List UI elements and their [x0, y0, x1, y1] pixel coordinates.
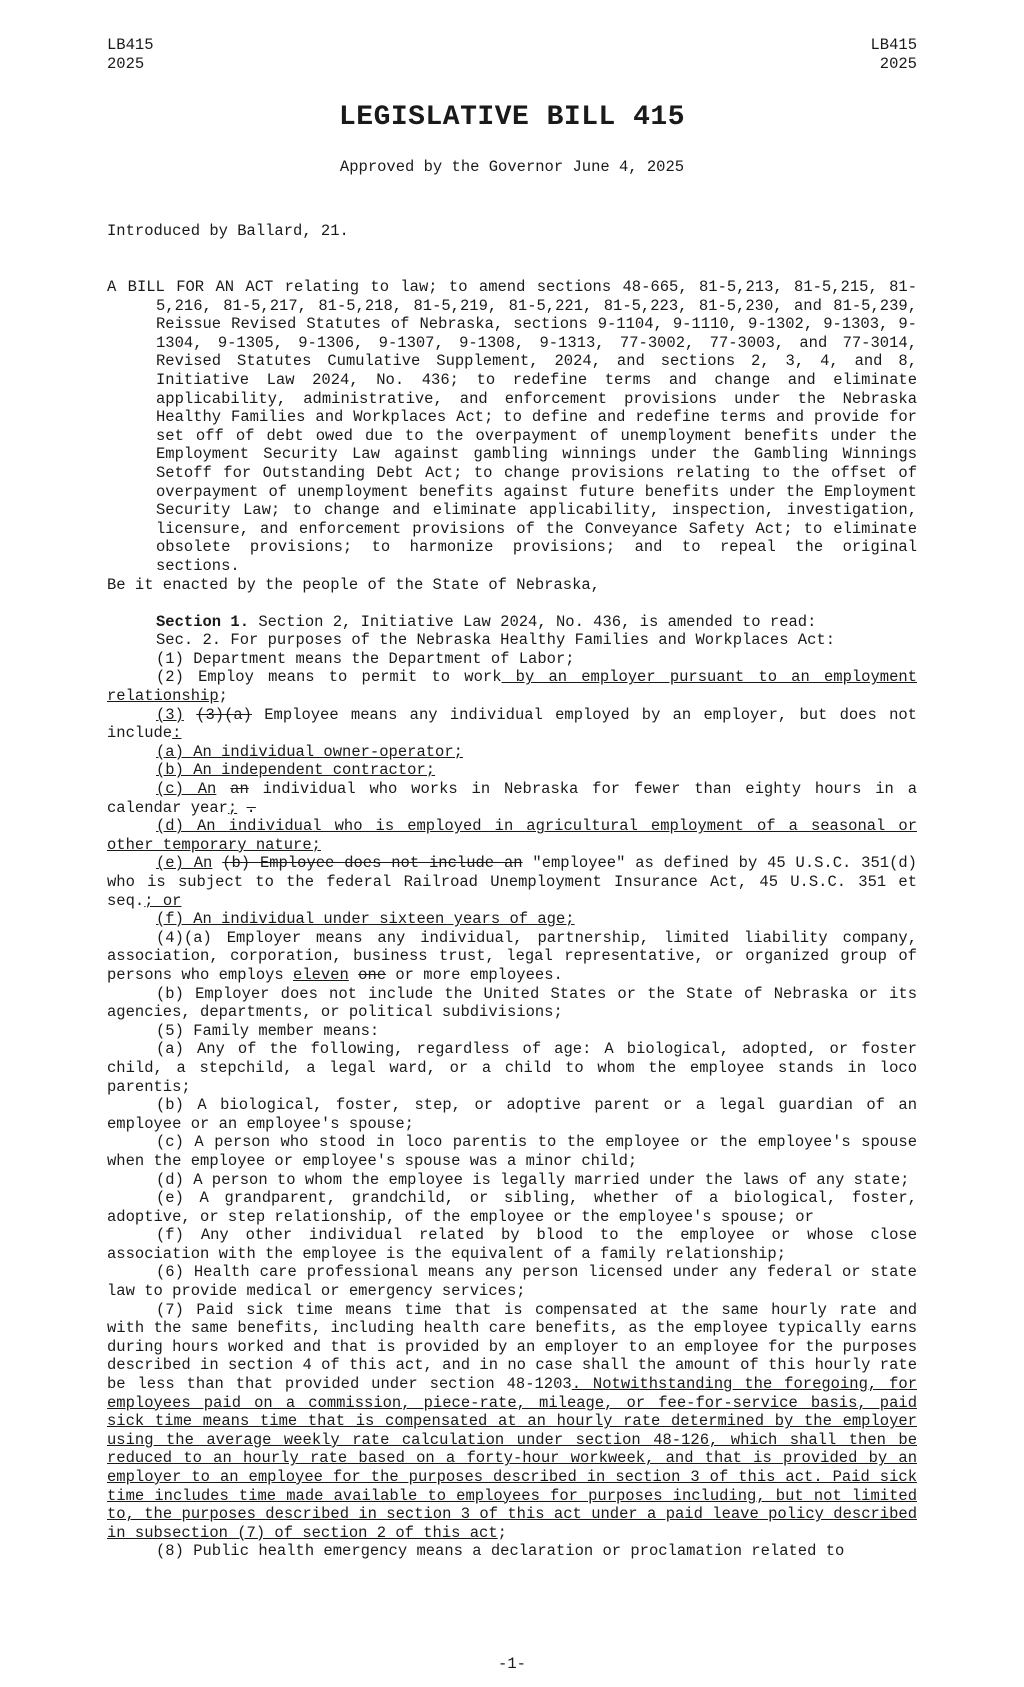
statute-paragraph	[107, 1189, 917, 1226]
introduced-line: Introduced by Ballard, 21.	[107, 222, 349, 240]
section-heading: Section 1.	[156, 612, 250, 631]
statute-paragraph	[107, 743, 917, 762]
statute-paragraph	[107, 650, 917, 669]
statute-paragraph	[107, 910, 917, 929]
paragraph-text: (b) Employer does not include the United States or the State of Nebraska or its agencies, departments, or political subdivisions;	[107, 984, 917, 1022]
paragraph-text: (e) A grandparent, grandchild, or sibling, whether of a biological, foster, adoptive, or step relationship, of the employee or the employee's spouse; or	[107, 1189, 917, 1226]
inserted-text: (e) An	[156, 854, 213, 873]
header-year: 2025	[879, 55, 917, 73]
paragraph-text: (1) Department means the Department of Labor;	[156, 649, 575, 668]
document-body	[107, 278, 917, 1561]
paragraph-text: (a) Any of the following, regardless of age: A biological, adopted, or foster child, a stepchild, a legal ward, or a child to whom the employee stands in loco parentis;	[107, 1040, 917, 1096]
header-bill-number: LB415	[107, 36, 154, 54]
paragraph-text: Sec. 2. For purposes of the Nebraska Healthy Families and Workplaces Act:	[156, 631, 836, 650]
statute-paragraph	[107, 1096, 917, 1133]
inserted-text: by an employer pursuant to an employment relationship	[107, 668, 917, 706]
paragraph-text: (b) A biological, foster, step, or adoptive parent or a legal guardian of an employee or an employee's spouse;	[107, 1096, 917, 1133]
paragraph-text: ;	[218, 687, 228, 706]
bill-title-paragraph: A BILL FOR AN ACT relating to law; to amend sections 48-665, 81-5,213, 81-5,215, 81-5,216, 81-5,217, 81-5,218, 81-5,219, 81-5,221, 81-5,223, 81-5,230, and 81-5,239, Reissue Revised Statutes of Nebraska, sections 9-1104, 9-1110, 9-1302, 9-1303, 9-1304, 9-1305, 9-1306, 9-1307, 9-1308, 9-1313, 77-3002, 77-3003, and 77-3014, Revised Statutes Cumulative Supplement, 2024, and sections 2, 3, 4, and 8, Initiative Law 2024, No. 436; to redefine terms and change and eliminate applicability, administrative, and enforcement provisions under the Nebraska Healthy Families and Workplaces Act; to define and redefine terms and provide for set off of debt owed due to the overpayment of unemployment benefits under the Employment Security Law against gambling winnings under the Gambling Winnings Setoff for Outstanding Debt Act; to change provisions relating to the offset of overpayment of unemployment benefits against future benefits under the Employment Security Law; to change and eliminate applicability, inspection, investigation, licensure, and enforcement provisions of the Conveyance Safety Act; to eliminate obsolete provisions; to harmonize provisions; and to repeal the original sections.	[107, 278, 917, 575]
stricken-text: (3)(a)	[196, 705, 252, 724]
header-left	[107, 36, 154, 74]
statute-paragraph	[107, 1171, 917, 1190]
section-text	[107, 613, 917, 1561]
header-year: 2025	[107, 55, 145, 73]
paragraph-text: ;	[497, 1523, 507, 1542]
inserted-text: ; or	[144, 891, 182, 910]
statute-paragraph	[107, 817, 917, 854]
inserted-text: (b) An independent contractor;	[156, 761, 436, 780]
stricken-text: an	[230, 780, 249, 799]
paragraph-text	[184, 706, 196, 724]
paragraph-text: "employee" as defined by 45 U.S.C. 351(d) who is subject to the federal Railroad Unemployment Insurance Act, 45 U.S.C. 351 et seq.	[107, 854, 917, 910]
statute-paragraph	[107, 1263, 917, 1300]
statute-paragraph	[107, 1301, 917, 1543]
header-right	[870, 36, 917, 74]
inserted-text: (c) An	[156, 780, 217, 799]
header-bill-number: LB415	[870, 36, 917, 54]
paragraph-text: (4)(a) Employer means any individual, partnership, limited liability company, association, corporation, business trust, legal representative, or organized group of persons who employs	[107, 928, 917, 984]
inserted-text: :	[172, 724, 182, 743]
paragraph-text: (c) A person who stood in loco parentis to the employee or the employee's spouse when the employee or employee's spouse was a minor child;	[107, 1133, 917, 1170]
approval-line: Approved by the Governor June 4, 2025	[339, 158, 685, 176]
inserted-text: (d) An individual who is employed in agricultural employment of a seasonal or other temporary nature;	[107, 817, 917, 854]
statute-paragraph	[107, 780, 917, 817]
paragraph-text: (2) Employ means to permit to work	[156, 668, 502, 687]
page-number: -1-	[498, 1655, 526, 1673]
statute-paragraph	[107, 668, 917, 705]
statute-paragraph	[107, 1542, 917, 1561]
paragraph-text: Employee means any individual employed by an employer, but does not include	[107, 705, 917, 743]
inserted-text: eleven	[293, 965, 349, 984]
statute-paragraph	[107, 1133, 917, 1170]
enacting-clause: Be it enacted by the people of the State of Nebraska,	[107, 575, 600, 594]
paragraph-text	[216, 780, 230, 798]
paragraph-text	[237, 799, 246, 817]
paragraph-text: Section 2, Initiative Law 2024, No. 436, is amended to read:	[249, 612, 817, 631]
statute-paragraph	[107, 1022, 917, 1041]
stricken-text: .	[246, 798, 256, 817]
statute-paragraph	[107, 929, 917, 985]
inserted-text: ;	[227, 798, 238, 817]
statute-paragraph	[107, 613, 917, 632]
statute-paragraph	[107, 1040, 917, 1096]
paragraph-text: or more employees.	[386, 965, 563, 984]
statute-paragraph	[107, 1226, 917, 1263]
statute-paragraph	[107, 706, 917, 743]
paragraph-text: (5) Family member means:	[156, 1021, 380, 1040]
paragraph-text	[349, 966, 358, 984]
paragraph-text: (7) Paid sick time means time that is compensated at the same hourly rate and with the same benefits, including health care benefits, as the employee typically earns during hours worked and that is provided by an employer to an employee for the purposes described in section 4 of this act, and in no case shall the amount of this hourly rate be less than that provided under section 48-1203	[107, 1300, 917, 1394]
statute-paragraph	[107, 631, 917, 650]
paragraph-text: (6) Health care professional means any person licensed under any federal or state law to provide medical or emergency services;	[107, 1263, 917, 1301]
inserted-text: (f) An individual under sixteen years of age;	[156, 910, 575, 929]
inserted-text: (3)	[156, 705, 184, 724]
inserted-text: (a) An individual owner-operator;	[156, 742, 463, 761]
inserted-text: . Notwithstanding the foregoing, for employees paid on a commission, piece-rate, mileage, or fee-for-service basis, paid sick time means time that is compensated at an hourly rate determined by the employer using the average weekly rate calculation under section 48-126, which shall then be reduced to an hourly rate based on a forty-hour workweek, and that is provided by an employer to an employee for the purposes described in section 3 of this act. Paid sick time includes time made available to employees for purposes including, but not limited to, the purposes described in section 3 of this act under a paid leave policy described in subsection (7) of section 2 of this act	[107, 1375, 917, 1542]
paragraph-text: (8) Public health emergency means a declaration or proclamation related to	[156, 1542, 845, 1561]
stricken-text: one	[358, 965, 387, 984]
paragraph-text: (d) A person to whom the employee is legally married under the laws of any state;	[156, 1170, 910, 1189]
paragraph-text	[212, 854, 222, 872]
stricken-text: (b) Employee does not include an	[222, 854, 523, 873]
statute-paragraph	[107, 985, 917, 1022]
paragraph-text: (f) Any other individual related by blood to the employee or whose close association with the employee is the equivalent of a family relationship;	[107, 1226, 917, 1263]
page-title: LEGISLATIVE BILL 415	[338, 102, 686, 133]
statute-paragraph	[107, 761, 917, 780]
paragraph-text: individual who works in Nebraska for fewer than eighty hours in a calendar year	[107, 780, 917, 817]
statute-paragraph	[107, 854, 917, 910]
